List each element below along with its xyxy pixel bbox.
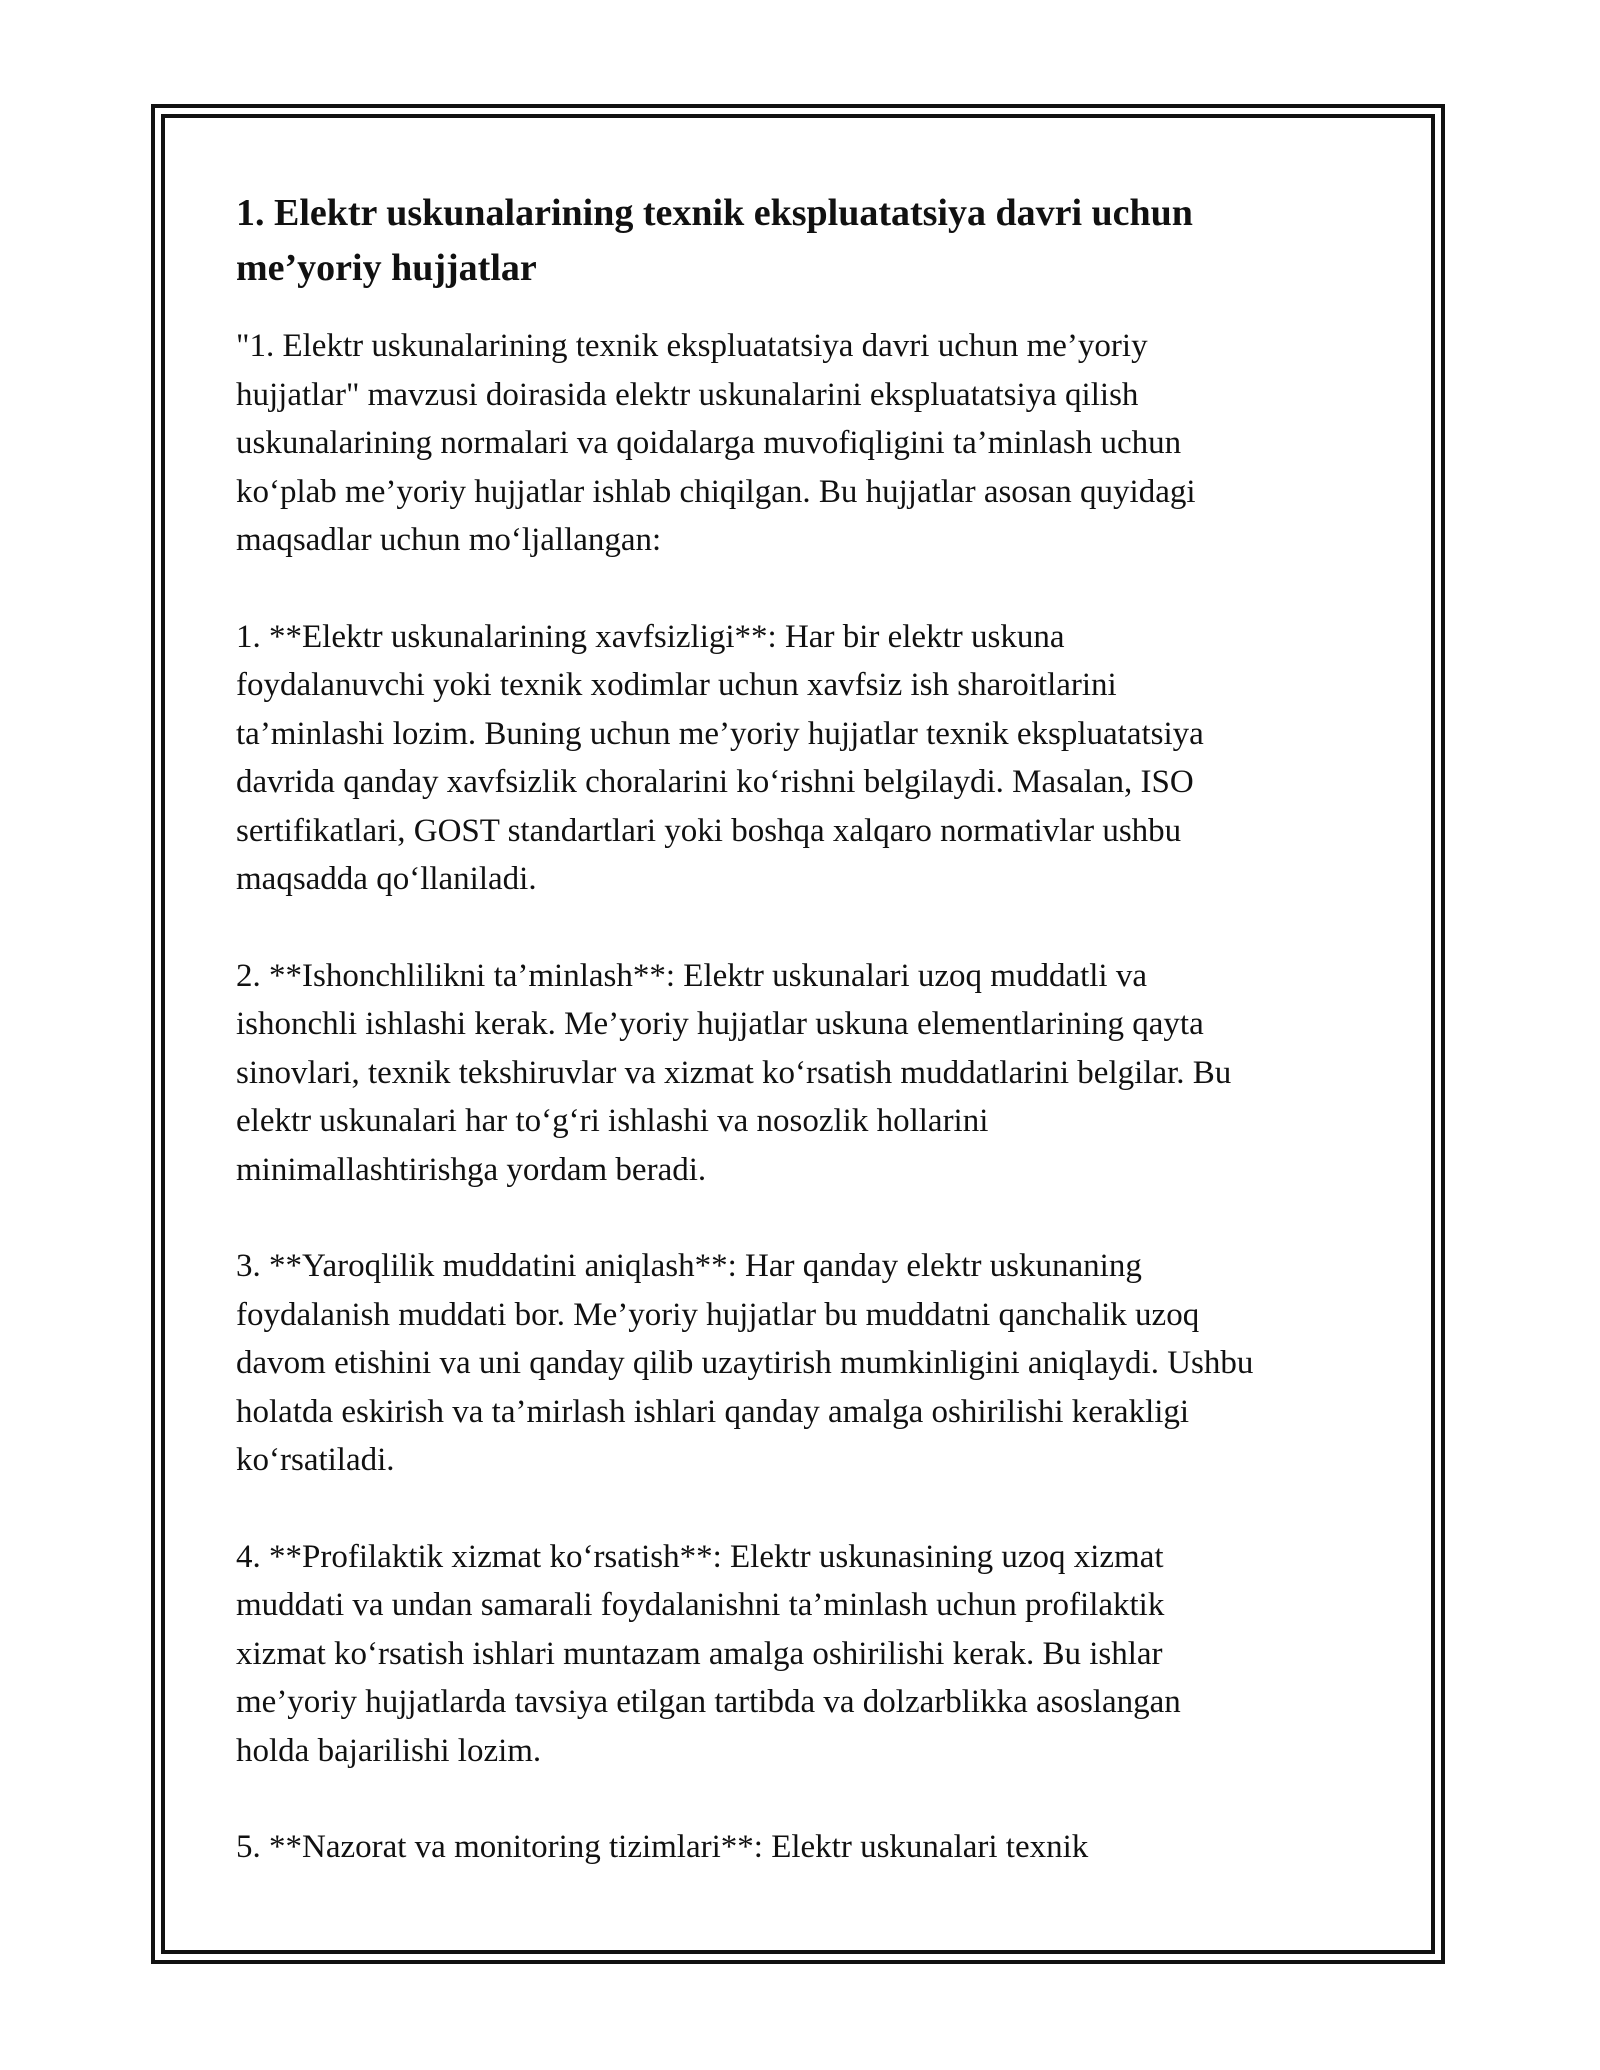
text-line: elektr uskunalari har to‘g‘ri ishlashi va nosozlik hollarini: [236, 1103, 989, 1139]
text-line: holatda eskirish va ta’mirlash ishlari qanday amalga oshirilishi kerakligi: [236, 1393, 1190, 1430]
text-line: foydalanuvchi yoki texnik xodimlar uchun xavfsiz ish sharoitlarini: [236, 667, 1117, 703]
text-line: minimallashtirishga yordam beradi.: [236, 1151, 707, 1188]
list-item-maintenance: [236, 1533, 1376, 1776]
intro-paragraph: [236, 322, 1376, 565]
text-line: xizmat ko‘rsatish ishlari muntazam amalga oshirilishi kerak. Bu ishlar: [236, 1635, 1163, 1672]
text-line: ishonchli ishlashi kerak. Me’yoriy hujjatlar uskuna elementlarining qayta: [236, 1006, 1204, 1042]
document-body: [236, 186, 1376, 1872]
list-item-service-life: [236, 1242, 1376, 1485]
text-line: muddati va undan samarali foydalanishni ta’minlash uchun profilaktik: [236, 1587, 1165, 1623]
text-line: sinovlari, texnik tekshiruvlar va xizmat ko‘rsatish muddatlarini belgilar. Bu: [236, 1054, 1232, 1091]
text-line: "1. Elektr uskunalarining texnik ekspluatatsiya davri uchun me’yoriy: [236, 328, 1148, 364]
text-line: maqsadda qo‘llaniladi.: [236, 861, 537, 897]
title-line: me’yoriy hujjatlar: [236, 247, 537, 289]
list-item-reliability: [236, 952, 1376, 1195]
text-line: hujjatlar" mavzusi doirasida elektr uskunalarini ekspluatatsiya qilish: [236, 376, 1139, 413]
text-line: 1. **Elektr uskunalarining xavfsizligi**: Har bir elektr uskuna: [236, 618, 1065, 655]
text-line: davom etishini va uni qanday qilib uzaytirish mumkinligini aniqlaydi. Ushbu: [236, 1345, 1254, 1381]
text-line: sertifikatlari, GOST standartlari yoki boshqa xalqaro normativlar ushbu: [236, 812, 1182, 849]
text-line: ko‘rsatiladi.: [236, 1442, 395, 1478]
list-item-safety: [236, 613, 1376, 904]
text-line: 5. **Nazorat va monitoring tizimlari**: Elektr uskunalari texnik: [236, 1829, 1089, 1865]
document-title: [236, 186, 1376, 296]
text-line: uskunalarining normalari va qoidalarga muvofiqligini ta’minlash uchun: [236, 425, 1182, 461]
text-line: ta’minlashi lozim. Buning uchun me’yoriy hujjatlar texnik ekspluatatsiya: [236, 715, 1204, 752]
text-line: 2. **Ishonchlilikni ta’minlash**: Elektr uskunalari uzoq muddatli va: [236, 957, 1147, 994]
text-line: foydalanish muddati bor. Me’yoriy hujjatlar bu muddatni qanchalik uzoq: [236, 1296, 1200, 1333]
text-line: davrida qanday xavfsizlik choralarini ko‘rishni belgilaydi. Masalan, ISO: [236, 764, 1194, 800]
title-line: 1. Elektr uskunalarining texnik ekspluatatsiya davri uchun: [236, 192, 1193, 234]
text-line: 3. **Yaroqlilik muddatini aniqlash**: Har qanday elektr uskunaning: [236, 1248, 1142, 1284]
text-line: holda bajarilishi lozim.: [236, 1732, 542, 1769]
text-line: ko‘plab me’yoriy hujjatlar ishlab chiqilgan. Bu hujjatlar asosan quyidagi: [236, 473, 1196, 510]
text-line: me’yoriy hujjatlarda tavsiya etilgan tartibda va dolzarblikka asoslangan: [236, 1684, 1181, 1720]
text-line: maqsadlar uchun mo‘ljallangan:: [236, 522, 662, 558]
text-line: 4. **Profilaktik xizmat ko‘rsatish**: Elektr uskunasining uzoq xizmat: [236, 1538, 1164, 1575]
list-item-monitoring: [236, 1823, 1376, 1872]
